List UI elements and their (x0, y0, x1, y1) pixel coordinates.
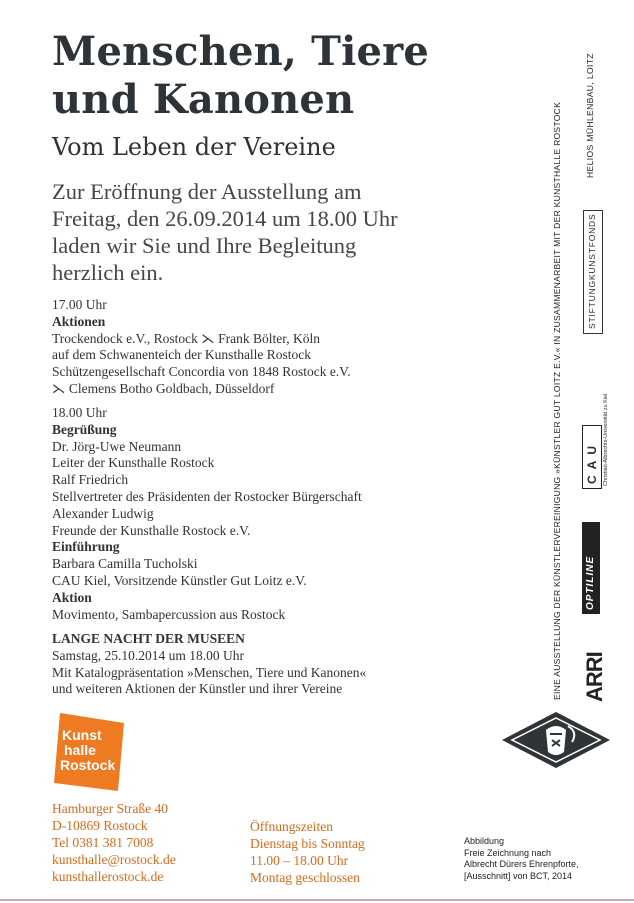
image-caption (464, 836, 579, 882)
program-line: und weiteren Aktionen der Künstler und ihrer Vereine (52, 681, 343, 697)
optiline-logo (582, 522, 600, 614)
page-title (52, 28, 429, 124)
program-line: Ralf Friedrich (52, 472, 129, 488)
caption-line: Freie Zeichnung nach (464, 847, 552, 858)
stiftung-kunstfonds-logo (583, 210, 603, 334)
caption-line: [Ausschnitt] von BCT, 2014 (464, 870, 573, 881)
program-block-3 (52, 631, 472, 698)
address-web[interactable]: kunsthallerostock.de (52, 869, 164, 884)
address-email[interactable]: kunsthalle@rostock.de (52, 852, 176, 867)
program-block-2 (52, 405, 472, 623)
program-line: Dr. Jörg-Uwe Neumann (52, 438, 182, 454)
title-line-1: Menschen, Tiere (52, 28, 430, 75)
logo-line-3: Rostock (60, 757, 116, 773)
program-heading: LANGE NACHT DER MUSEEN (52, 631, 245, 646)
address-phone[interactable]: Tel 0381 381 7008 (52, 835, 154, 850)
program-line: CAU Kiel, Vorsitzende Künstler Gut Loitz e.V. (52, 572, 307, 588)
intro-line: laden wir Sie und Ihre Begleitung (52, 233, 357, 258)
optiline-label: OPTILINE (585, 555, 596, 610)
hours-time: 11.00 – 18.00 Uhr (250, 853, 349, 868)
exhibition-credit-vertical: EINE AUSSTELLUNG DER KÜNSTLERVEREINIGUNG »KÜNSTLER GUT LOITZ E.V.« IN ZUSAMMENARBEIT MIT DER KUNSTHALLE ROSTOCK (552, 101, 562, 700)
program-heading: Aktion (52, 589, 92, 605)
address-street: Hamburger Straße 40 (52, 801, 168, 816)
program-line: Mit Katalogpräsentation »Menschen, Tiere und Kanonen« (52, 664, 367, 680)
program-line: Barbara Camilla Tucholski (52, 556, 198, 572)
program-heading: Aktionen (52, 313, 106, 329)
program-line: Samstag, 25.10.2014 um 18.00 Uhr (52, 647, 244, 663)
sponsor-vertical: HELIOS MÜHLENBAU, LOITZ (585, 53, 595, 178)
program-heading: Begrüßung (52, 421, 117, 437)
intro-line: herzlich ein. (52, 260, 164, 285)
kunsthalle-logo (54, 713, 126, 791)
kiel-university-logo (599, 368, 623, 488)
arri-logo (582, 638, 606, 704)
crest-emblem (502, 712, 610, 768)
program-time: 17.00 Uhr (52, 297, 107, 312)
program-line: Trockendock e.V., Rostock ⋋ Frank Bölter, Köln (52, 330, 320, 346)
program-line: ⋋ Clemens Botho Goldbach, Düsseldorf (52, 380, 275, 396)
hours-heading: Öffnungszeiten (250, 819, 333, 834)
logo-line-1: Kunst (62, 727, 102, 743)
logo-line-2: halle (64, 742, 96, 758)
program-line: Movimento, Sambapercussion aus Rostock (52, 606, 286, 622)
hours-days: Dienstag bis Sonntag (250, 836, 365, 851)
title-line-2: und Kanonen (52, 76, 355, 123)
cau-label: CAU (585, 440, 599, 484)
stiftung-label: STIFTUNGKUNSTFONDS (587, 213, 597, 329)
arri-label: ARRI (582, 652, 607, 702)
address (52, 800, 176, 885)
hours-closed: Montag geschlossen (250, 870, 360, 885)
subtitle: Vom Leben der Vereine (52, 133, 336, 161)
intro-line: Zur Eröffnung der Ausstellung am (52, 179, 362, 204)
caption-line: Albrecht Dürers Ehrenpforte, (464, 859, 579, 869)
address-city: D-10869 Rostock (52, 818, 148, 833)
program-block-1 (52, 297, 472, 398)
bottom-rule (0, 899, 634, 901)
program-line: Stellvertreter des Präsidenten der Rostocker Bürgerschaft (52, 488, 362, 504)
program-line: Alexander Ludwig (52, 505, 154, 521)
program-line: Freunde der Kunsthalle Rostock e.V. (52, 522, 251, 538)
opening-hours (250, 818, 365, 886)
program-time: 18.00 Uhr (52, 405, 107, 420)
caption-line: Abbildung (464, 836, 505, 846)
kiel-label: Christian-Albrechts-Universität zu Kiel (603, 393, 609, 486)
invitation-text (52, 178, 472, 286)
program-line: auf dem Schwanenteich der Kunsthalle Rostock (52, 347, 312, 363)
program-line: Leiter der Kunsthalle Rostock (52, 455, 215, 471)
program-line: Schützengesellschaft Concordia von 1848 Rostock e.V. (52, 364, 351, 380)
program-heading: Einführung (52, 539, 120, 555)
intro-line: Freitag, den 26.09.2014 um 18.00 Uhr (52, 206, 398, 231)
